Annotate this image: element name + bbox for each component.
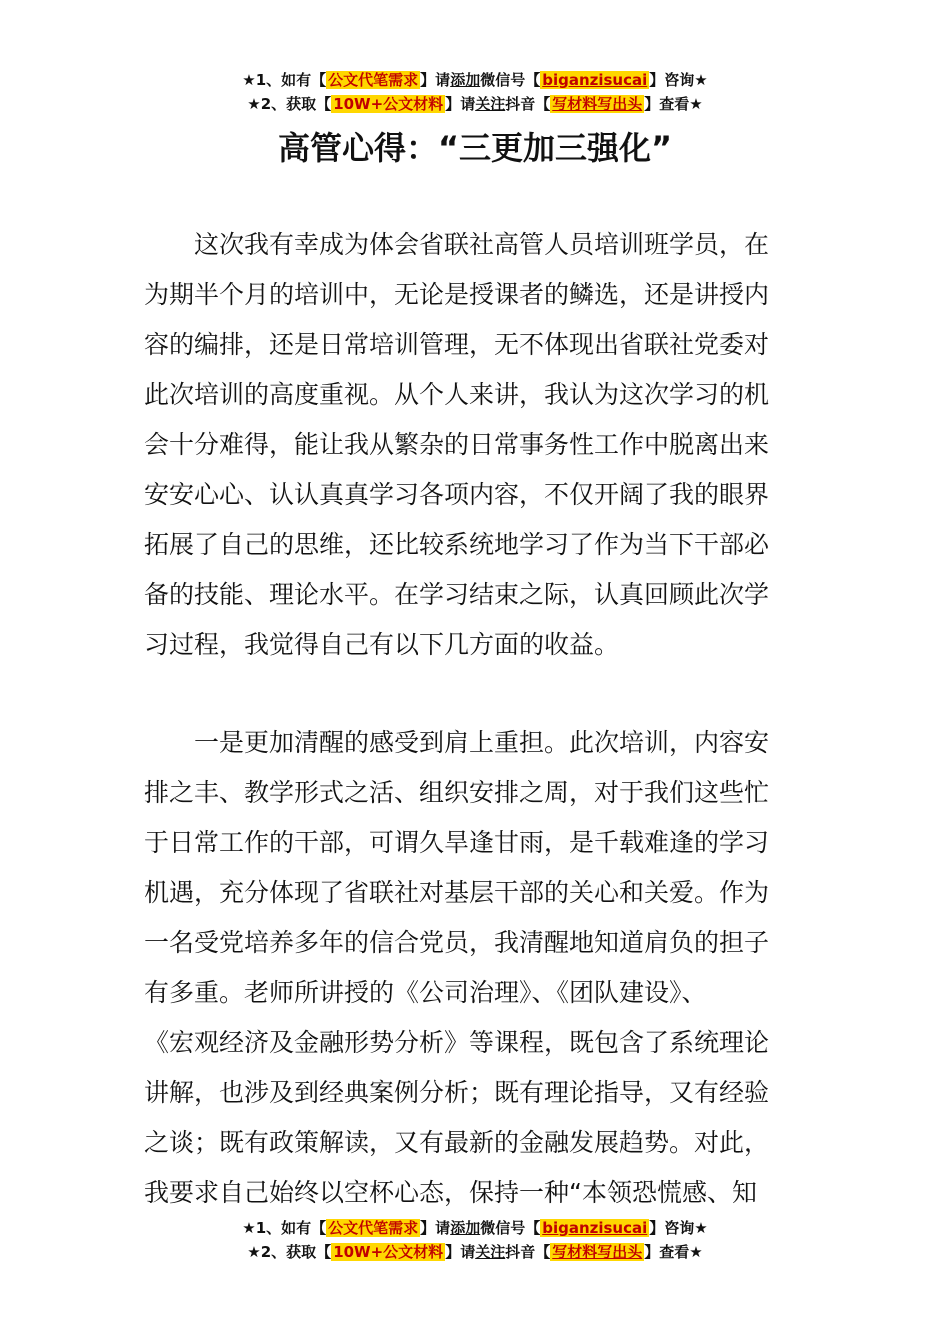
banner-text: 抖音【 xyxy=(505,1243,551,1261)
banner-text: 】请 xyxy=(445,95,476,113)
banner-text: ★2、获取【 xyxy=(247,95,332,113)
text-line: 为期半个月的培训中，无论是授课者的鳞选，还是讲授内 xyxy=(144,280,770,309)
banner-text: 】请 xyxy=(445,1243,476,1261)
banner-line-1 xyxy=(0,68,950,92)
banner-text: 】查看★ xyxy=(644,95,703,113)
text-line: 于日常工作的干部，可谓久旱逢甘雨，是千载难逢的学习 xyxy=(144,828,770,857)
banner-wechat-id: biganzisucai xyxy=(542,71,648,89)
text-line: 排之丰、教学形式之活、组织安排之周，对于我们这些忙 xyxy=(144,778,770,807)
banner-emphasis: 关注 xyxy=(475,95,506,113)
text-line: 备的技能、理论水平。在学习结束之际，认真回顾此次学 xyxy=(144,580,770,609)
banner-text: ★1、如有【 xyxy=(242,1219,327,1237)
text-line: 此次培训的高度重视。从个人来讲，我认为这次学习的机 xyxy=(144,380,770,409)
banner-text: 】请 xyxy=(420,1219,451,1237)
banner-wechat-id: biganzisucai xyxy=(542,1219,648,1237)
text-line: 一名受党培养多年的信合党员，我清醒地知道肩负的担子 xyxy=(144,928,770,957)
header-banner xyxy=(0,68,950,116)
text-line: 安安心心、认认真真学习各项内容，不仅开阔了我的眼界 xyxy=(144,480,770,509)
banner-line-2 xyxy=(0,1240,950,1264)
banner-douyin-id: 写材料写出头 xyxy=(552,1243,643,1261)
banner-emphasis: 添加 xyxy=(450,71,481,89)
banner-text: 微信号【 xyxy=(480,71,541,89)
text-line: 一是更加清醒的感受到肩上重担。此次培训，内容安 xyxy=(144,728,770,757)
footer-banner xyxy=(0,1216,950,1264)
text-line: 机遇，充分体现了省联社对基层干部的关心和关爱。作为 xyxy=(144,878,770,907)
text-line: 讲解，也涉及到经典案例分析；既有理论指导，又有经验 xyxy=(144,1078,770,1107)
banner-text: 微信号【 xyxy=(480,1219,541,1237)
banner-emphasis: 添加 xyxy=(450,1219,481,1237)
text-line: 容的编排，还是日常培训管理，无不体现出省联社党委对 xyxy=(144,330,770,359)
paragraph-1 xyxy=(144,220,810,670)
text-line: 有多重。老师所讲授的《公司治理》、《团队建设》、 xyxy=(144,978,707,1007)
banner-text: 抖音【 xyxy=(505,95,551,113)
banner-line-1 xyxy=(0,1216,950,1240)
banner-highlight: 10W+公文材料 xyxy=(333,95,444,113)
banner-text: 】咨询★ xyxy=(649,71,708,89)
text-line: 会十分难得，能让我从繁杂的日常事务性工作中脱离出来 xyxy=(144,430,770,459)
banner-emphasis: 关注 xyxy=(475,1243,506,1261)
banner-line-2 xyxy=(0,92,950,116)
banner-text: ★2、获取【 xyxy=(247,1243,332,1261)
text-line: 习过程，我觉得自己有以下几方面的收益。 xyxy=(144,630,620,659)
text-line: 这次我有幸成为体会省联社高管人员培训班学员，在 xyxy=(144,230,770,259)
banner-text: 】请 xyxy=(420,71,451,89)
text-line: 《宏观经济及金融形势分析》等课程，既包含了系统理论 xyxy=(144,1028,770,1057)
banner-douyin-id: 写材料写出头 xyxy=(552,95,643,113)
text-line: 我要求自己始终以空杯心态，保持一种“本领恐慌感、知 xyxy=(144,1178,757,1207)
text-line: 拓展了自己的思维，还比较系统地学习了作为当下干部必 xyxy=(144,530,770,559)
banner-highlight: 10W+公文材料 xyxy=(333,1243,444,1261)
banner-text: 】查看★ xyxy=(644,1243,703,1261)
banner-highlight: 公文代笔需求 xyxy=(328,1219,419,1237)
paragraph-2 xyxy=(144,718,810,1218)
banner-text: ★1、如有【 xyxy=(242,71,327,89)
banner-text: 】咨询★ xyxy=(649,1219,708,1237)
banner-highlight: 公文代笔需求 xyxy=(328,71,419,89)
document-title: 高管心得：“三更加三强化” xyxy=(277,129,673,167)
text-line: 之谈；既有政策解读，又有最新的金融发展趋势。对此， xyxy=(144,1128,770,1157)
